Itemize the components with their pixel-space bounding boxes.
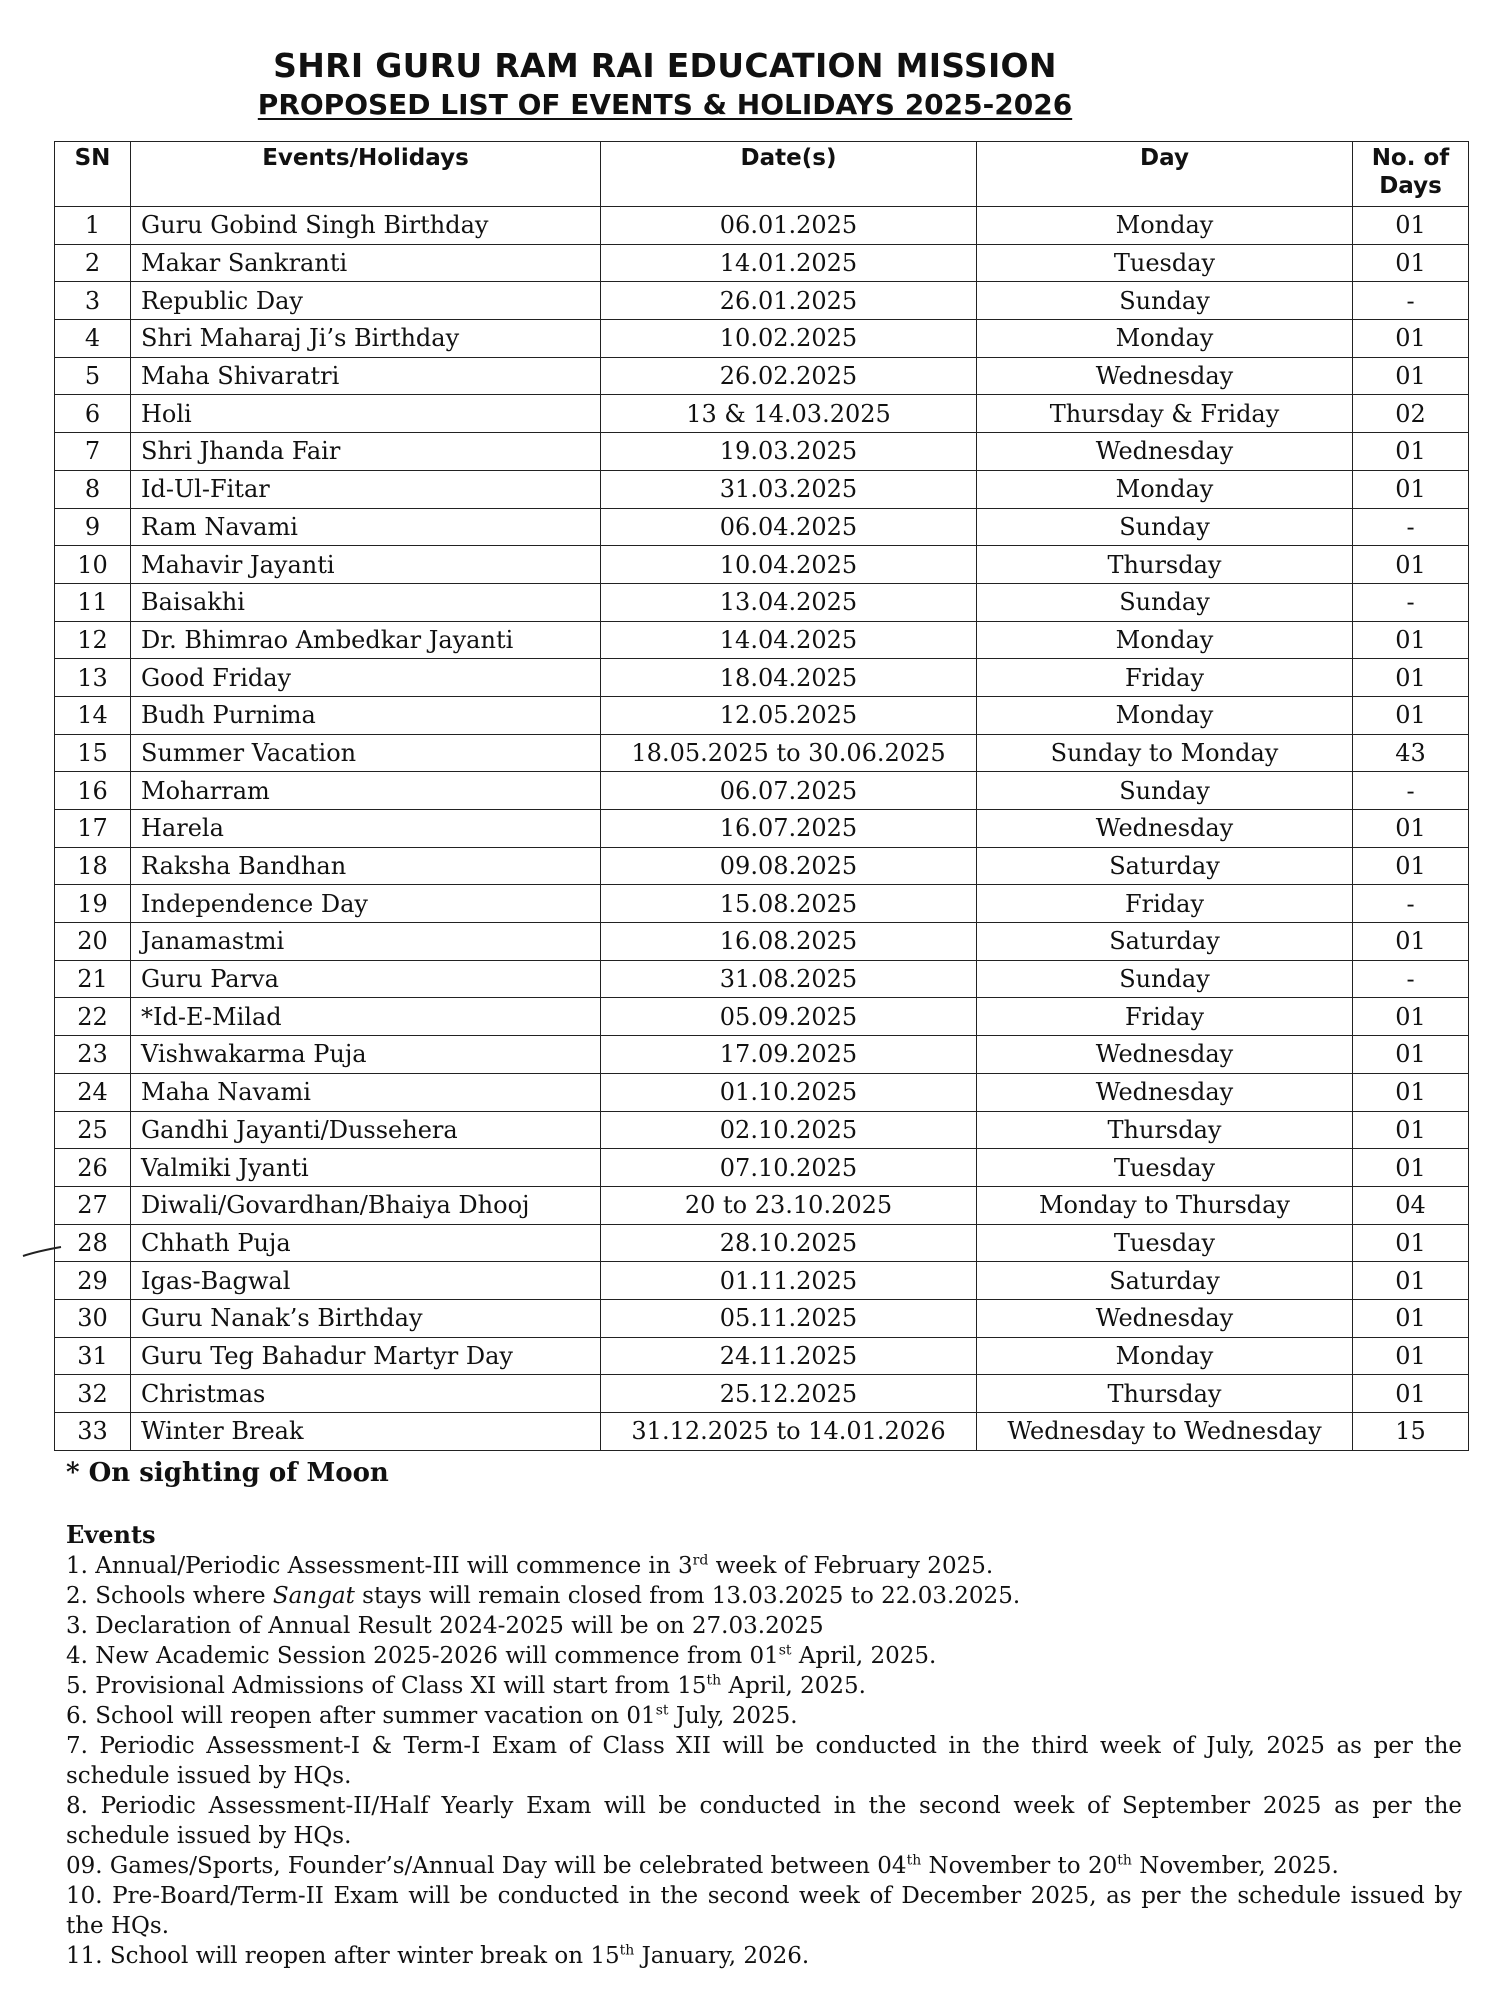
cell-sn: 16 xyxy=(55,772,131,810)
ordinal-suffix: th xyxy=(706,1672,722,1689)
cell-date: 10.04.2025 xyxy=(601,546,977,584)
cell-day: Monday to Thursday xyxy=(977,1186,1353,1224)
table-row xyxy=(55,1073,1469,1111)
cell-day: Wednesday xyxy=(977,1073,1353,1111)
table-row xyxy=(55,244,1469,282)
event-item xyxy=(66,1641,1462,1671)
cell-day: Tuesday xyxy=(977,1149,1353,1187)
table-row xyxy=(55,433,1469,471)
cell-days: 01 xyxy=(1353,470,1469,508)
cell-date: 06.07.2025 xyxy=(601,772,977,810)
cell-days: - xyxy=(1353,772,1469,810)
cell-days: 01 xyxy=(1353,1262,1469,1300)
table-row xyxy=(55,1262,1469,1300)
cell-days: 01 xyxy=(1353,207,1469,245)
cell-date: 14.01.2025 xyxy=(601,244,977,282)
cell-date: 16.07.2025 xyxy=(601,810,977,848)
cell-day: Sunday xyxy=(977,508,1353,546)
cell-day: Monday xyxy=(977,470,1353,508)
cell-days: 01 xyxy=(1353,357,1469,395)
cell-event: Makar Sankranti xyxy=(131,244,601,282)
event-text: November, 2025. xyxy=(1131,1853,1339,1879)
cell-days: 01 xyxy=(1353,621,1469,659)
cell-sn: 19 xyxy=(55,885,131,923)
cell-date: 16.08.2025 xyxy=(601,923,977,961)
cell-day: Thursday xyxy=(977,1111,1353,1149)
cell-sn: 30 xyxy=(55,1299,131,1337)
table-row xyxy=(55,282,1469,320)
table-row xyxy=(55,583,1469,621)
cell-day: Thursday xyxy=(977,1375,1353,1413)
cell-days: 01 xyxy=(1353,659,1469,697)
table-row xyxy=(55,1337,1469,1375)
ordinal-suffix: st xyxy=(655,1702,669,1719)
cell-sn: 17 xyxy=(55,810,131,848)
cell-day: Sunday xyxy=(977,282,1353,320)
event-item xyxy=(66,1731,1462,1791)
event-text: January, 2026. xyxy=(634,1943,810,1969)
cell-event: Maha Shivaratri xyxy=(131,357,601,395)
cell-days: 01 xyxy=(1353,1375,1469,1413)
cell-date: 10.02.2025 xyxy=(601,320,977,358)
cell-date: 28.10.2025 xyxy=(601,1224,977,1262)
cell-sn: 8 xyxy=(55,470,131,508)
table-row xyxy=(55,320,1469,358)
cell-sn: 26 xyxy=(55,1149,131,1187)
cell-day: Monday xyxy=(977,207,1353,245)
cell-days: 01 xyxy=(1353,244,1469,282)
cell-event: Summer Vacation xyxy=(131,734,601,772)
ordinal-suffix: th xyxy=(906,1852,922,1869)
pen-tick-mark xyxy=(22,1244,62,1258)
cell-event: Guru Gobind Singh Birthday xyxy=(131,207,601,245)
table-row xyxy=(55,772,1469,810)
cell-days: 15 xyxy=(1353,1413,1469,1451)
cell-sn: 24 xyxy=(55,1073,131,1111)
cell-sn: 1 xyxy=(55,207,131,245)
cell-event: Dr. Bhimrao Ambedkar Jayanti xyxy=(131,621,601,659)
event-text: week of February 2025. xyxy=(708,1553,994,1579)
table-row xyxy=(55,508,1469,546)
cell-event: Good Friday xyxy=(131,659,601,697)
cell-event: Diwali/Govardhan/Bhaiya Dhooj xyxy=(131,1186,601,1224)
cell-sn: 14 xyxy=(55,696,131,734)
cell-sn: 15 xyxy=(55,734,131,772)
table-row xyxy=(55,207,1469,245)
table-row xyxy=(55,998,1469,1036)
cell-sn: 27 xyxy=(55,1186,131,1224)
cell-days: 01 xyxy=(1353,696,1469,734)
column-header-sn: SN xyxy=(55,142,131,207)
cell-day: Wednesday xyxy=(977,357,1353,395)
cell-event: Harela xyxy=(131,810,601,848)
cell-sn: 25 xyxy=(55,1111,131,1149)
cell-sn: 32 xyxy=(55,1375,131,1413)
table-row xyxy=(55,659,1469,697)
table-row xyxy=(55,885,1469,923)
cell-day: Monday xyxy=(977,320,1353,358)
cell-sn: 20 xyxy=(55,923,131,961)
cell-day: Wednesday xyxy=(977,433,1353,471)
cell-sn: 4 xyxy=(55,320,131,358)
table-row xyxy=(55,1299,1469,1337)
cell-day: Thursday & Friday xyxy=(977,395,1353,433)
event-text: 1. Annual/Periodic Assessment-III will commence in 3 xyxy=(66,1553,693,1579)
cell-day: Saturday xyxy=(977,1262,1353,1300)
cell-date: 14.04.2025 xyxy=(601,621,977,659)
cell-event: Gandhi Jayanti/Dussehera xyxy=(131,1111,601,1149)
table-header-row xyxy=(55,142,1469,207)
cell-event: Vishwakarma Puja xyxy=(131,1036,601,1074)
table-row xyxy=(55,1036,1469,1074)
cell-day: Thursday xyxy=(977,546,1353,584)
cell-sn: 31 xyxy=(55,1337,131,1375)
cell-days: 01 xyxy=(1353,1299,1469,1337)
cell-days: 01 xyxy=(1353,1224,1469,1262)
cell-date: 06.01.2025 xyxy=(601,207,977,245)
cell-sn: 13 xyxy=(55,659,131,697)
cell-sn: 18 xyxy=(55,847,131,885)
ordinal-suffix: st xyxy=(778,1642,792,1659)
table-row xyxy=(55,810,1469,848)
cell-sn: 3 xyxy=(55,282,131,320)
event-text: stays will remain closed from 13.03.2025 to 22.03.2025. xyxy=(354,1583,1021,1609)
event-text: 09. Games/Sports, Founder’s/Annual Day will be celebrated between 04 xyxy=(66,1853,907,1879)
table-row xyxy=(55,621,1469,659)
table-row xyxy=(55,1111,1469,1149)
cell-days: 01 xyxy=(1353,433,1469,471)
table-row xyxy=(55,1375,1469,1413)
cell-days: 01 xyxy=(1353,810,1469,848)
cell-date: 01.10.2025 xyxy=(601,1073,977,1111)
cell-day: Monday xyxy=(977,696,1353,734)
table-row xyxy=(55,395,1469,433)
cell-event: Igas-Bagwal xyxy=(131,1262,601,1300)
cell-date: 05.09.2025 xyxy=(601,998,977,1036)
cell-sn: 23 xyxy=(55,1036,131,1074)
cell-sn: 6 xyxy=(55,395,131,433)
events-list xyxy=(66,1551,1462,1971)
cell-event: Christmas xyxy=(131,1375,601,1413)
table-row xyxy=(55,960,1469,998)
cell-day: Wednesday xyxy=(977,1299,1353,1337)
cell-days: 04 xyxy=(1353,1186,1469,1224)
cell-day: Friday xyxy=(977,998,1353,1036)
cell-day: Tuesday xyxy=(977,244,1353,282)
cell-days: 01 xyxy=(1353,923,1469,961)
cell-sn: 2 xyxy=(55,244,131,282)
table-row xyxy=(55,1413,1469,1451)
event-text: 2. Schools where xyxy=(66,1583,273,1609)
event-item xyxy=(66,1701,1462,1731)
cell-sn: 21 xyxy=(55,960,131,998)
events-holidays-table xyxy=(54,141,1469,1451)
cell-day: Sunday xyxy=(977,583,1353,621)
event-text: April, 2025. xyxy=(721,1673,866,1699)
cell-event: Shri Maharaj Ji’s Birthday xyxy=(131,320,601,358)
cell-day: Monday xyxy=(977,621,1353,659)
cell-date: 17.09.2025 xyxy=(601,1036,977,1074)
cell-day: Monday xyxy=(977,1337,1353,1375)
cell-event: *Id-E-Milad xyxy=(131,998,601,1036)
cell-days: 01 xyxy=(1353,1036,1469,1074)
cell-event: Janamastmi xyxy=(131,923,601,961)
moon-sighting-note: * On sighting of Moon xyxy=(66,1458,389,1488)
event-text: 3. Declaration of Annual Result 2024-2025 will be on 27.03.2025 xyxy=(66,1613,824,1639)
cell-event: Independence Day xyxy=(131,885,601,923)
cell-sn: 10 xyxy=(55,546,131,584)
cell-date: 26.02.2025 xyxy=(601,357,977,395)
table-row xyxy=(55,357,1469,395)
cell-date: 01.11.2025 xyxy=(601,1262,977,1300)
cell-event: Mahavir Jayanti xyxy=(131,546,601,584)
event-text: July, 2025. xyxy=(668,1703,798,1729)
cell-days: 02 xyxy=(1353,395,1469,433)
cell-day: Friday xyxy=(977,659,1353,697)
cell-days: - xyxy=(1353,960,1469,998)
cell-days: 01 xyxy=(1353,998,1469,1036)
event-text: 10. Pre-Board/Term-II Exam will be conducted in the second week of December 2025, as per the schedule issued by the HQs. xyxy=(66,1883,1462,1939)
event-text: 4. New Academic Session 2025-2026 will commence from 01 xyxy=(66,1643,779,1669)
cell-event: Republic Day xyxy=(131,282,601,320)
table-row xyxy=(55,470,1469,508)
cell-days: 01 xyxy=(1353,1111,1469,1149)
cell-sn: 11 xyxy=(55,583,131,621)
cell-date: 26.01.2025 xyxy=(601,282,977,320)
cell-event: Winter Break xyxy=(131,1413,601,1451)
event-item xyxy=(66,1791,1462,1851)
events-section xyxy=(66,1520,1462,1971)
cell-event: Chhath Puja xyxy=(131,1224,601,1262)
cell-event: Holi xyxy=(131,395,601,433)
cell-event: Budh Purnima xyxy=(131,696,601,734)
cell-days: 01 xyxy=(1353,546,1469,584)
ordinal-suffix: th xyxy=(619,1942,635,1959)
cell-days: 01 xyxy=(1353,1149,1469,1187)
cell-days: - xyxy=(1353,508,1469,546)
column-header-days: No. of Days xyxy=(1353,142,1469,207)
ordinal-suffix: th xyxy=(1117,1852,1132,1869)
cell-date: 05.11.2025 xyxy=(601,1299,977,1337)
event-text: 11. School will reopen after winter break on 15 xyxy=(66,1943,620,1969)
ordinal-suffix: rd xyxy=(692,1552,709,1569)
table-row xyxy=(55,1149,1469,1187)
cell-day: Sunday xyxy=(977,772,1353,810)
table-row xyxy=(55,696,1469,734)
event-text: 5. Provisional Admissions of Class XI will start from 15 xyxy=(66,1673,707,1699)
cell-date: 13.04.2025 xyxy=(601,583,977,621)
cell-date: 07.10.2025 xyxy=(601,1149,977,1187)
cell-sn: 7 xyxy=(55,433,131,471)
event-item xyxy=(66,1851,1462,1881)
document-subtitle: PROPOSED LIST OF EVENTS & HOLIDAYS 2025-2026 xyxy=(257,88,1073,121)
cell-event: Raksha Bandhan xyxy=(131,847,601,885)
cell-day: Wednesday xyxy=(977,810,1353,848)
cell-date: 12.05.2025 xyxy=(601,696,977,734)
cell-date: 20 to 23.10.2025 xyxy=(601,1186,977,1224)
cell-event: Guru Teg Bahadur Martyr Day xyxy=(131,1337,601,1375)
event-text: November to 20 xyxy=(921,1853,1118,1879)
cell-days: 01 xyxy=(1353,320,1469,358)
cell-days: - xyxy=(1353,583,1469,621)
cell-days: 01 xyxy=(1353,1337,1469,1375)
cell-date: 31.08.2025 xyxy=(601,960,977,998)
cell-sn: 5 xyxy=(55,357,131,395)
cell-date: 31.03.2025 xyxy=(601,470,977,508)
cell-date: 18.05.2025 to 30.06.2025 xyxy=(601,734,977,772)
cell-date: 19.03.2025 xyxy=(601,433,977,471)
cell-event: Id-Ul-Fitar xyxy=(131,470,601,508)
cell-sn: 33 xyxy=(55,1413,131,1451)
cell-event: Guru Parva xyxy=(131,960,601,998)
events-heading: Events xyxy=(66,1520,156,1549)
cell-day: Tuesday xyxy=(977,1224,1353,1262)
cell-event: Maha Navami xyxy=(131,1073,601,1111)
event-text: April, 2025. xyxy=(791,1643,937,1669)
cell-date: 31.12.2025 to 14.01.2026 xyxy=(601,1413,977,1451)
table-row xyxy=(55,734,1469,772)
cell-days: - xyxy=(1353,282,1469,320)
cell-event: Shri Jhanda Fair xyxy=(131,433,601,471)
cell-date: 24.11.2025 xyxy=(601,1337,977,1375)
cell-event: Ram Navami xyxy=(131,508,601,546)
cell-event: Baisakhi xyxy=(131,583,601,621)
column-header-event: Events/Holidays xyxy=(131,142,601,207)
cell-sn: 9 xyxy=(55,508,131,546)
event-text: 7. Periodic Assessment-I & Term-I Exam of Class XII will be conducted in the third week of July, 2025 as per the schedule issued by HQs. xyxy=(66,1733,1462,1789)
cell-days: 01 xyxy=(1353,1073,1469,1111)
event-text: Sangat xyxy=(272,1583,355,1609)
table-row xyxy=(55,847,1469,885)
event-text: 6. School will reopen after summer vacation on 01 xyxy=(66,1703,656,1729)
event-item xyxy=(66,1671,1462,1701)
column-header-day: Day xyxy=(977,142,1353,207)
cell-day: Saturday xyxy=(977,847,1353,885)
table-row xyxy=(55,923,1469,961)
table-row xyxy=(55,1224,1469,1262)
table-row xyxy=(55,546,1469,584)
cell-day: Wednesday to Wednesday xyxy=(977,1413,1353,1451)
cell-sn: 12 xyxy=(55,621,131,659)
column-header-date: Date(s) xyxy=(601,142,977,207)
event-item xyxy=(66,1881,1462,1941)
cell-date: 13 & 14.03.2025 xyxy=(601,395,977,433)
cell-day: Friday xyxy=(977,885,1353,923)
cell-date: 02.10.2025 xyxy=(601,1111,977,1149)
cell-days: 01 xyxy=(1353,847,1469,885)
cell-day: Sunday xyxy=(977,960,1353,998)
cell-date: 15.08.2025 xyxy=(601,885,977,923)
event-item xyxy=(66,1611,1462,1641)
cell-sn: 29 xyxy=(55,1262,131,1300)
cell-event: Guru Nanak’s Birthday xyxy=(131,1299,601,1337)
event-item xyxy=(66,1551,1462,1581)
cell-day: Saturday xyxy=(977,923,1353,961)
cell-date: 18.04.2025 xyxy=(601,659,977,697)
cell-days: 43 xyxy=(1353,734,1469,772)
cell-date: 09.08.2025 xyxy=(601,847,977,885)
event-item xyxy=(66,1941,1462,1971)
cell-event: Moharram xyxy=(131,772,601,810)
cell-day: Wednesday xyxy=(977,1036,1353,1074)
cell-sn: 22 xyxy=(55,998,131,1036)
table-row xyxy=(55,1186,1469,1224)
document-title: SHRI GURU RAM RAI EDUCATION MISSION xyxy=(273,46,1057,85)
cell-date: 25.12.2025 xyxy=(601,1375,977,1413)
event-text: 8. Periodic Assessment-II/Half Yearly Exam will be conducted in the second week of September 2025 as per the schedule issued by HQs. xyxy=(66,1793,1462,1849)
cell-date: 06.04.2025 xyxy=(601,508,977,546)
cell-day: Sunday to Monday xyxy=(977,734,1353,772)
cell-sn: 28 xyxy=(55,1224,131,1262)
cell-days: - xyxy=(1353,885,1469,923)
event-item xyxy=(66,1581,1462,1611)
cell-event: Valmiki Jyanti xyxy=(131,1149,601,1187)
